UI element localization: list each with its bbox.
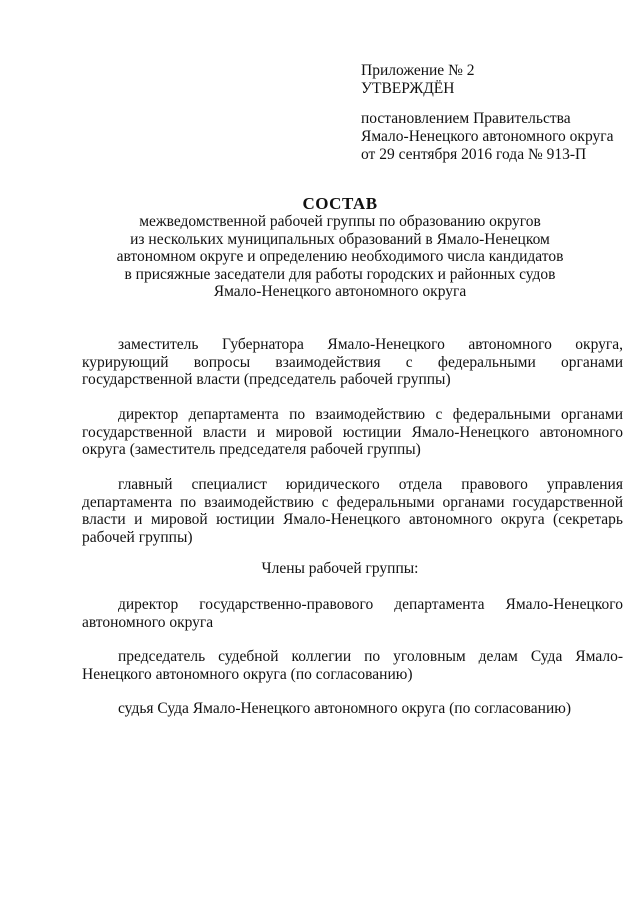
member-entry: председатель судебной коллегии по уголовным делам Суда Ямало-Ненецкого автономного округа (по согласованию) — [82, 648, 623, 683]
document-title: СОСТАВ — [302, 194, 378, 213]
decree-line-1: постановлением Правительства — [361, 110, 571, 127]
subtitle-line: автономном округе и определению необходимого числа кандидатов — [116, 248, 564, 265]
secretary-entry: главный специалист юридического отдела правового управления департамента по взаимодействию с федеральными органами государственной власти и мировой юстиции Ямало-Ненецкого автономного округа (секретарь рабочей группы) — [82, 476, 623, 546]
subtitle-line: Ямало-Ненецкого автономного округа — [213, 283, 467, 300]
approved-stamp-text: УТВЕРЖДЁН — [361, 80, 455, 97]
subtitle-line: из нескольких муниципальных образований в Ямало-Ненецком — [130, 230, 550, 248]
members-heading: Члены рабочей группы: — [261, 560, 419, 577]
document-subtitle — [60, 213, 620, 301]
subtitle-line: межведомственной рабочей группы по образованию округов — [139, 213, 541, 230]
chair-entry: заместитель Губернатора Ямало-Ненецкого автономного округа, курирующий вопросы взаимодействия с федеральными органами государственной власти (председатель рабочей группы) — [82, 336, 623, 388]
decree-line-2: Ямало-Ненецкого автономного округа — [361, 128, 614, 145]
member-entry: судья Суда Ямало-Ненецкого автономного округа (по согласованию) — [118, 700, 571, 717]
deputy-chair-entry: директор департамента по взаимодействию с федеральными органами государственной власти и мировой юстиции Ямало-Ненецкого автономного округа (заместитель председателя рабочей группы) — [82, 406, 623, 458]
subtitle-line: в присяжные заседатели для работы городских и районных судов — [124, 265, 556, 283]
approval-header — [361, 62, 621, 164]
member-entry: директор государственно-правового департамента Ямало-Ненецкого автономного округа — [82, 596, 623, 631]
decree-line-3: от 29 сентября 2016 года № 913-П — [361, 146, 587, 163]
appendix-number: Приложение № 2 — [361, 62, 475, 79]
